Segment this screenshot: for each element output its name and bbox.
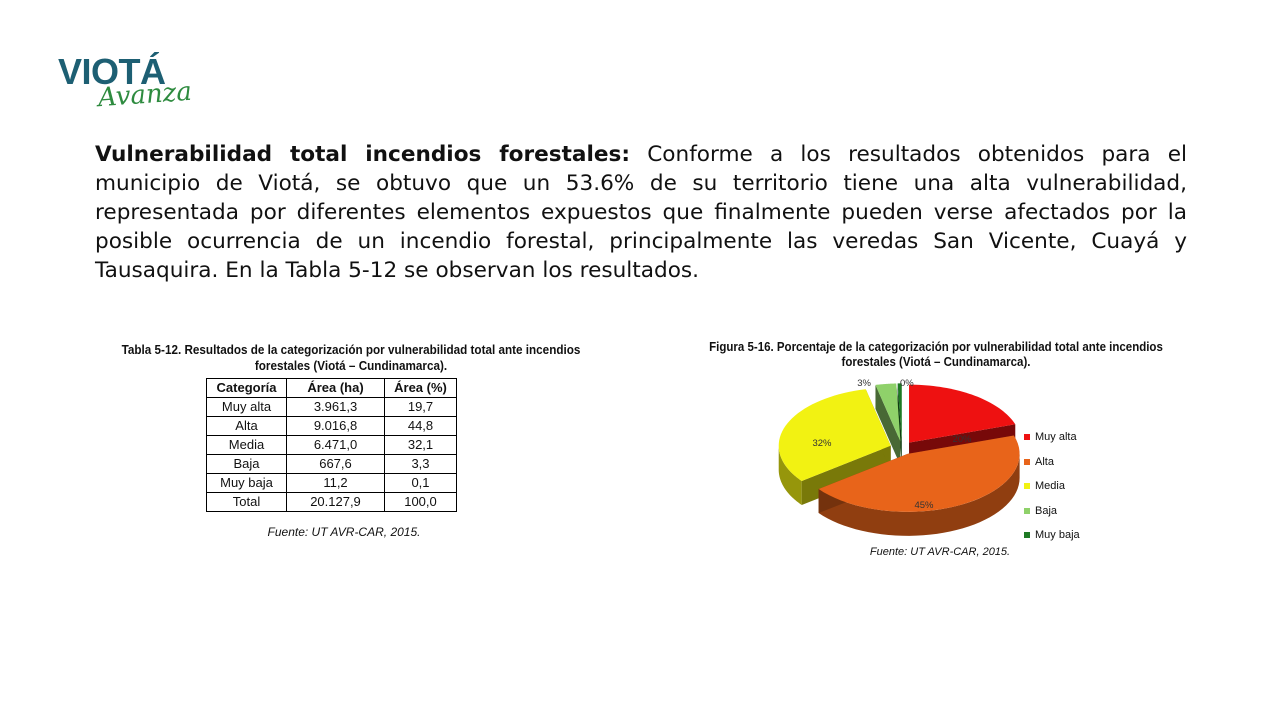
cell-area-pct: 32,1 (385, 436, 457, 455)
cell-categoria: Muy alta (207, 398, 287, 417)
table-caption: Tabla 5-12. Resultados de la categorización por vulnerabilidad total ante incendios forestales (Viotá – Cundinamarca). (121, 342, 581, 373)
pie-data-label: 32% (812, 438, 832, 449)
legend-swatch (1024, 434, 1030, 440)
cell-categoria: Total (207, 493, 287, 512)
figure-source: Fuente: UT AVR-CAR, 2015. (869, 546, 1011, 558)
chart-legend (1024, 425, 1080, 548)
legend-label: Muy alta (1035, 431, 1077, 444)
logo-script: Avanza (97, 76, 193, 114)
legend-label: Baja (1035, 504, 1058, 517)
cell-area-ha: 20.127,9 (287, 493, 385, 512)
table-row (207, 474, 457, 493)
legend-swatch (1024, 532, 1030, 538)
cell-area-pct: 44,8 (385, 417, 457, 436)
table-row (207, 436, 457, 455)
table-source: Fuente: UT AVR-CAR, 2015. (267, 525, 421, 539)
legend-label: Media (1035, 480, 1065, 493)
header-categoria: Categoría (207, 379, 287, 398)
pie-data-label: 0% (900, 378, 914, 389)
header-area-pct: Área (%) (385, 379, 457, 398)
logo-wordmark: VIOTÁ (58, 51, 166, 92)
legend-item (1024, 450, 1080, 475)
legend-item (1024, 474, 1080, 499)
cell-area-ha: 6.471,0 (287, 436, 385, 455)
cell-categoria: Alta (207, 417, 287, 436)
cell-categoria: Baja (207, 455, 287, 474)
table-row (207, 398, 457, 417)
table-row (207, 417, 457, 436)
legend-swatch (1024, 483, 1030, 489)
pie-chart (770, 370, 1020, 540)
cell-area-pct: 3,3 (385, 455, 457, 474)
legend-swatch (1024, 459, 1030, 465)
vulnerability-table (206, 378, 457, 512)
header-area-ha: Área (ha) (287, 379, 385, 398)
figure-caption: Figura 5-16. Porcentaje de la categorización por vulnerabilidad total ante incendios forestales (Viotá – Cundinamarca). (709, 340, 1163, 369)
body-paragraph (95, 140, 1187, 285)
legend-item (1024, 523, 1080, 548)
legend-label: Muy baja (1035, 529, 1080, 542)
viota-avanza-logo (58, 50, 218, 130)
legend-label: Alta (1035, 455, 1054, 468)
table-header-row (207, 379, 457, 398)
cell-area-ha: 9.016,8 (287, 417, 385, 436)
cell-area-pct: 0,1 (385, 474, 457, 493)
pie-data-label: 3% (857, 378, 871, 389)
table-total-row (207, 493, 457, 512)
pie-data-label: 45% (914, 500, 934, 511)
paragraph-text: Conforme a los resultados obtenidos para el municipio de Viotá, se obtuvo que un 53.6% de su territorio tiene una alta vulnerabilidad, representada por diferentes elementos expuestos que finalmente pueden verse afectados por la posible ocurrencia de un incendio forestal, principalmente las veredas San Vicente, Cuayá y Tausaquira. En la Tabla 5-12 se observan los resultados. (95, 142, 1187, 283)
paragraph-heading: Vulnerabilidad total incendios forestales: (95, 142, 631, 167)
legend-item (1024, 499, 1080, 524)
cell-area-ha: 3.961,3 (287, 398, 385, 417)
cell-categoria: Media (207, 436, 287, 455)
cell-area-pct: 100,0 (385, 493, 457, 512)
cell-area-ha: 11,2 (287, 474, 385, 493)
cell-area-ha: 667,6 (287, 455, 385, 474)
table-row (207, 455, 457, 474)
pie-data-label: 20% (952, 434, 972, 445)
legend-swatch (1024, 508, 1030, 514)
legend-item (1024, 425, 1080, 450)
cell-area-pct: 19,7 (385, 398, 457, 417)
cell-categoria: Muy baja (207, 474, 287, 493)
